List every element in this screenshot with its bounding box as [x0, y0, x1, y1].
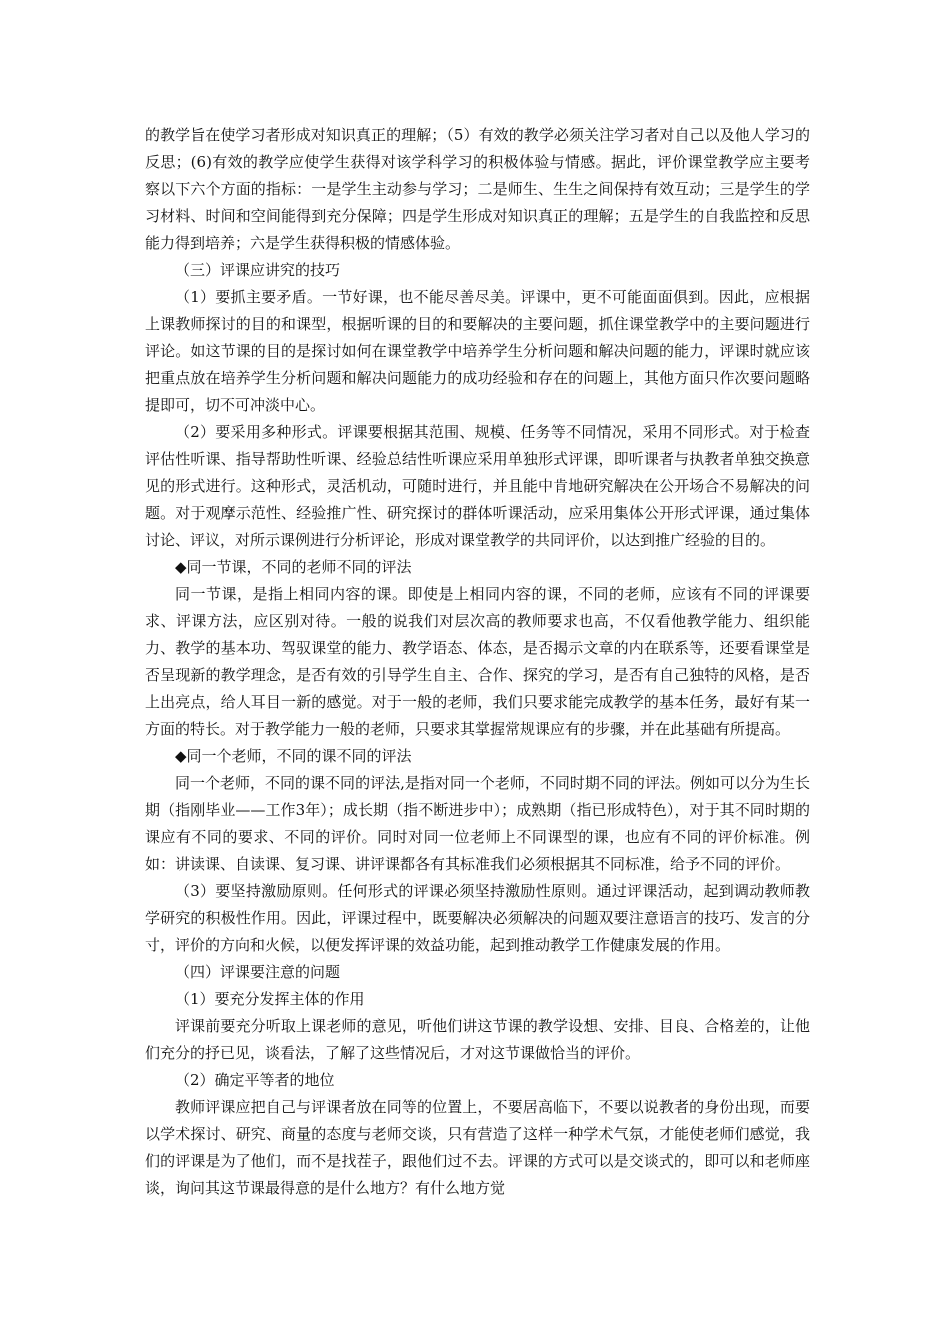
document-page: [145, 122, 810, 1202]
section-heading-issues: （四）评课要注意的问题: [175, 963, 341, 981]
paragraph-subject-role: 评课前要充分听取上课老师的意见，听他们讲这节课的教学设想、安排、目良、合格差的，让他们充分的抒已见，谈看法，了解了这些情况后，才对这节课做恰当的评价。: [145, 1017, 810, 1062]
paragraph-main-contradiction: （1）要抓主要矛盾。一节好课，也不能尽善尽美。评课中，更不可能面面俱到。因此，应根据上课教师探讨的目的和课型，根据听课的目的和要解决的主要问题，抓住课堂教学中的主要问题进行评论。如这节课的目的是探讨如何在课堂教学中培养学生分析问题和解决问题的能力，评课时就应该把重点放在培养学生分析问题和解决问题能力的成功经验和存在的问题上，其他方面只作次要问题略提即可，切不可冲淡中心。: [145, 288, 810, 414]
bullet-heading-same-lesson: ◆同一节课，不同的老师不同的评法: [175, 558, 412, 576]
subheading-subject-role: （1）要充分发挥主体的作用: [175, 990, 365, 1008]
bullet-heading-same-teacher: ◆同一个老师，不同的课不同的评法: [175, 747, 412, 765]
subheading-equal-status: （2）确定平等者的地位: [175, 1071, 335, 1089]
paragraph-equal-status: 教师评课应把自己与评课者放在同等的位置上，不要居高临下，不要以说教者的身份出现，而要以学术探讨、研究、商量的态度与老师交谈，只有营造了这样一种学术气氛，才能使老师们感觉，我们的评课是为了他们，而不是找茬子，跟他们过不去。评课的方式可以是交谈式的，即可以和老师座谈，询问其这节课最得意的是什么地方？有什么地方觉: [145, 1098, 810, 1197]
paragraph-same-teacher: 同一个老师，不同的课不同的评法,是指对同一个老师，不同时期不同的评法。例如可以分为生长期（指刚毕业——工作3年）；成长期（指不断进步中）；成熟期（指已形成特色），对于其不同时期的课应有不同的要求、不同的评价。同时对同一位老师上不同课型的课，也应有不同的评价标准。例如：讲读课、自读课、复习课、讲评课都各有其标准我们必须根据其不同标准，给予不同的评价。: [145, 774, 810, 873]
paragraph-teaching-indicators: 的教学旨在使学习者形成对知识真正的理解；（5）有效的教学必须关注学习者对自己以及他人学习的反思；(6)有效的教学应使学生获得对该学科学习的积极体验与情感。据此，评价课堂教学应主要考察以下六个方面的指标：一是学生主动参与学习；二是师生、生生之间保持有效互动；三是学生的学习材料、时间和空间能得到充分保障；四是学生形成对知识真正的理解；五是学生的自我监控和反思能力得到培养；六是学生获得积极的情感体验。: [145, 126, 810, 252]
paragraph-multiple-forms: （2）要采用多种形式。评课要根据其范围、规模、任务等不同情况，采用不同形式。对于检查评估性听课、指导帮助性听课、经验总结性听课应采用单独形式评课，即听课者与执教者单独交换意见的形式进行。这种形式，灵活机动，可随时进行，并且能中肯地研究解决在公开场合不易解决的问题。对于观摩示范性、经验推广性、研究探讨的群体听课活动，应采用集体公开形式评课，通过集体讨论、评议，对所示课例进行分析评论，形成对课堂教学的共同评价，以达到推广经验的目的。: [145, 423, 810, 549]
paragraph-incentive-principle: （3）要坚持激励原则。任何形式的评课必须坚持激励性原则。通过评课活动，起到调动教师教学研究的积极性作用。因此，评课过程中，既要解决必须解决的问题双要注意语言的技巧、发言的分寸，评价的方向和火候，以便发挥评课的效益功能，起到推动教学工作健康发展的作用。: [145, 882, 810, 954]
paragraph-same-lesson: 同一节课，是指上相同内容的课。即使是上相同内容的课，不同的老师，应该有不同的评课要求、评课方法，应区别对待。一般的说我们对层次高的教师要求也高，不仅看他教学能力、组织能力、教学的基本功、驾驭课堂的能力、教学语态、体态，是否揭示文章的内在联系等，还要看课堂是否呈现新的教学理念，是否有效的引导学生自主、合作、探究的学习，是否有自己独特的风格，是否上出亮点，给人耳目一新的感觉。对于一般的老师，我们只要求能完成教学的基本任务，最好有某一方面的特长。对于教学能力一般的老师，只要求其掌握常规课应有的步骤，并在此基础有所提高。: [145, 585, 810, 738]
section-heading-techniques: （三）评课应讲究的技巧: [175, 261, 341, 279]
